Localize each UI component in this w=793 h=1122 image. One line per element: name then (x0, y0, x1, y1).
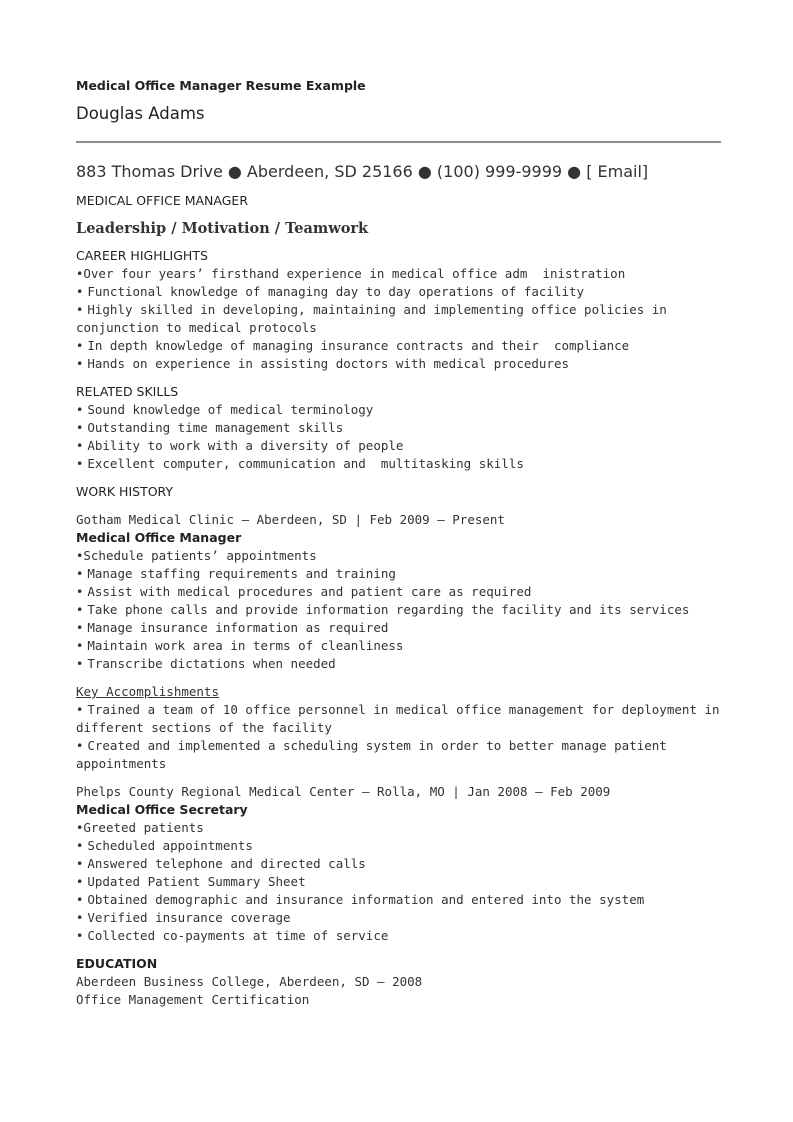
job-2-employer: Phelps County Regional Medical Center – Rolla, MO | Jan 2008 – Feb 2009 (76, 784, 611, 799)
header-divider (76, 141, 721, 143)
education-school: Aberdeen Business College, Aberdeen, SD – 2008 (76, 974, 423, 989)
tagline: Leadership / Motivation / Teamwork (76, 220, 369, 237)
list-item: • Outstanding time management skills (76, 420, 344, 435)
list-item: • Functional knowledge of managing day to day operations of facility (76, 284, 585, 299)
list-item: • Answered telephone and directed calls (76, 856, 366, 871)
education-heading: EDUCATION (76, 956, 158, 971)
list-item: • Hands on experience in assisting doctors with medical procedures (76, 356, 569, 371)
key-accomplishments-heading: Key Accomplishments (76, 684, 219, 699)
list-item: • Transcribe dictations when needed (76, 656, 336, 671)
list-item: • Ability to work with a diversity of people (76, 438, 404, 453)
related-skills-list (76, 401, 726, 473)
candidate-name: Douglas Adams (76, 104, 205, 123)
list-item: • Created and implemented a scheduling system in order to better manage patient appointments (76, 738, 675, 771)
job-1-duties (76, 547, 726, 673)
list-item: • Maintain work area in terms of cleanliness (76, 638, 404, 653)
career-highlights-heading: CAREER HIGHLIGHTS (76, 248, 208, 263)
list-item: •Greeted patients (76, 820, 204, 835)
list-item: • Scheduled appointments (76, 838, 253, 853)
list-item: •Over four years’ firsthand experience in medical office adm inistration (76, 266, 626, 281)
list-item: • Collected co-payments at time of service (76, 928, 389, 943)
job-2-title: Medical Office Secretary (76, 802, 248, 817)
list-item: • Obtained demographic and insurance information and entered into the system (76, 892, 645, 907)
list-item: •Schedule patients’ appointments (76, 548, 317, 563)
education-certification: Office Management Certification (76, 992, 310, 1007)
list-item: • Assist with medical procedures and patient care as required (76, 584, 532, 599)
list-item: • In depth knowledge of managing insurance contracts and their compliance (76, 338, 630, 353)
job-1-title: Medical Office Manager (76, 530, 242, 545)
list-item: • Trained a team of 10 office personnel in medical office management for deployment in different sections of the facility (76, 702, 728, 735)
resume-page (76, 77, 726, 1009)
list-item: • Updated Patient Summary Sheet (76, 874, 306, 889)
contact-line: 883 Thomas Drive ● Aberdeen, SD 25166 ● (100) 999-9999 ● [ Email] (76, 162, 649, 181)
key-accomplishments-list (76, 701, 726, 773)
list-item: • Verified insurance coverage (76, 910, 291, 925)
career-highlights-list (76, 265, 726, 373)
list-item: • Excellent computer, communication and multitasking skills (76, 456, 524, 471)
list-item: • Manage staffing requirements and training (76, 566, 396, 581)
list-item: • Highly skilled in developing, maintaining and implementing office policies in conjunction to medical protocols (76, 302, 675, 335)
document-title: Medical Office Manager Resume Example (76, 78, 366, 93)
list-item: • Take phone calls and provide information regarding the facility and its services (76, 602, 690, 617)
job-1-employer: Gotham Medical Clinic – Aberdeen, SD | Feb 2009 – Present (76, 512, 505, 527)
target-role: MEDICAL OFFICE MANAGER (76, 193, 249, 208)
list-item: • Sound knowledge of medical terminology (76, 402, 374, 417)
list-item: • Manage insurance information as required (76, 620, 389, 635)
work-history-heading: WORK HISTORY (76, 484, 174, 499)
job-2-duties (76, 819, 726, 945)
related-skills-heading: RELATED SKILLS (76, 384, 179, 399)
